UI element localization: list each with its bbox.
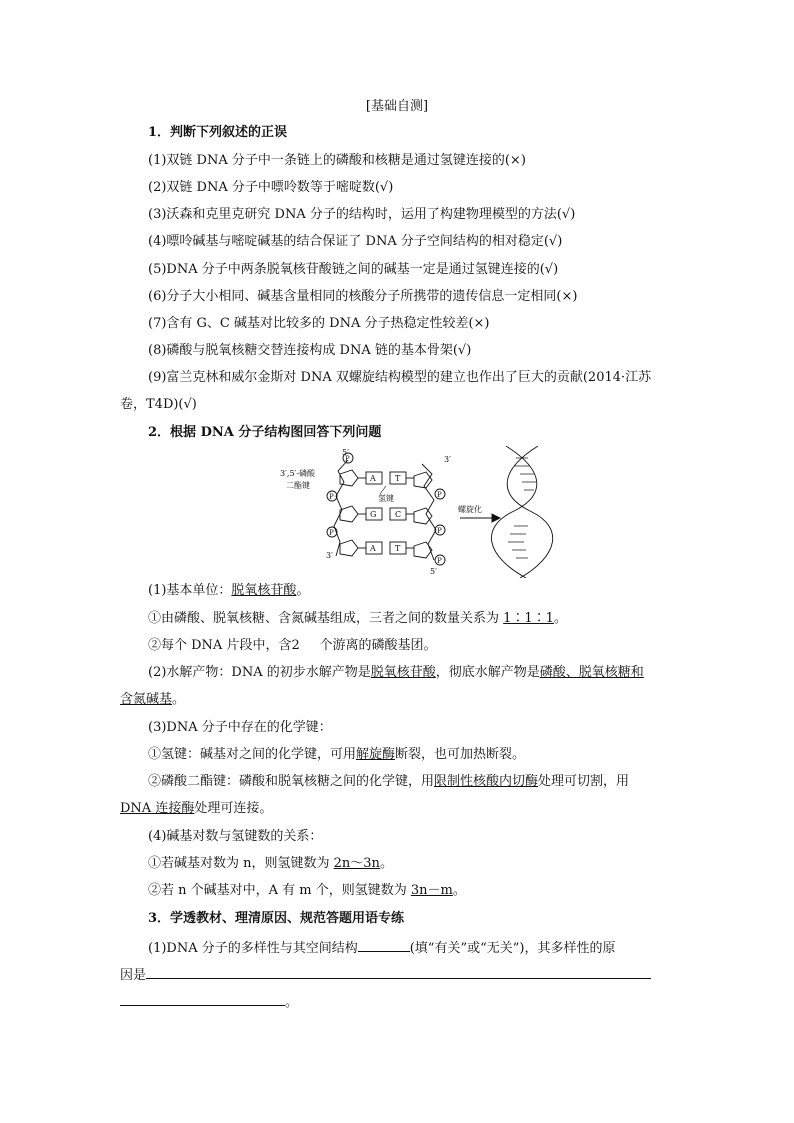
figure-label-5prime-top: 5′ bbox=[342, 448, 349, 457]
q1-item-5: (5)DNA 分子中两条脱氧核苷酸链之间的碱基一定是通过氢键连接的(√) bbox=[148, 262, 559, 277]
q1-item-7: (7)含有 G、C 碱基对比较多的 DNA 分子热稳定性较差(×) bbox=[148, 316, 490, 331]
q2-p3b-line-2 bbox=[120, 800, 272, 818]
q3-blank-3[interactable] bbox=[120, 991, 285, 1006]
q2-p4a-answer: 2n～3n bbox=[333, 856, 380, 871]
q1-item-9-line-1: (9)富兰克林和威尔金斯对 DNA 双螺旋结构模型的建立也作出了巨大的贡献(2014·江苏 bbox=[148, 370, 652, 385]
q3-line-3 bbox=[120, 991, 298, 1012]
q2-p1b bbox=[148, 637, 436, 655]
figure-label-phosphodiester-1: 3′,5′-磷酸 bbox=[280, 469, 316, 478]
dna-structure-figure bbox=[276, 446, 566, 578]
q2-p1b-prefix: ②每个 DNA 片段中，含 bbox=[148, 638, 292, 653]
figure-label-hbond: 氢键 bbox=[378, 494, 394, 503]
q1-item-6: (6)分子大小相同、碱基含量相同的核酸分子所携带的遗传信息一定相同(×) bbox=[148, 289, 578, 304]
q3-line-2 bbox=[120, 964, 651, 985]
q2-heading: 2．根据 DNA 分子结构图回答下列问题 bbox=[148, 425, 382, 440]
q2-p1 bbox=[148, 582, 309, 600]
phosphate-6: P bbox=[437, 557, 442, 565]
q2-p2-line-2 bbox=[120, 691, 185, 709]
q3-line-1-suffix: (填“有关”或“无关”)，其多样性的原 bbox=[409, 941, 616, 956]
q3-blank-1[interactable] bbox=[358, 937, 410, 952]
base-left-2: G bbox=[370, 510, 377, 519]
base-left-1: A bbox=[370, 474, 376, 483]
q2-p1a-prefix: ①由磷酸、脱氧核糖、含氮碱基组成，三者之间的数量关系为 bbox=[148, 611, 504, 626]
q2-p3a-answer: 解旋酶 bbox=[356, 747, 396, 762]
q1-item-4: (4)嘌呤碱基与嘧啶碱基的结合保证了 DNA 分子空间结构的相对稳定(√) bbox=[148, 234, 563, 249]
q1-item-9-line-2: 卷，T4D)(√) bbox=[120, 397, 197, 412]
q2-p3b-answer-1: 限制性核酸内切酶 bbox=[434, 774, 539, 789]
q2-p2-answer-2a: 磷酸、脱氧核糖和 bbox=[539, 665, 644, 680]
phosphate-4: P bbox=[437, 491, 442, 499]
phosphate-5: P bbox=[437, 527, 442, 535]
section-title: [基础自测] bbox=[365, 99, 429, 114]
base-right-1: T bbox=[395, 474, 401, 483]
q2-p1b-answer: 2 bbox=[291, 638, 300, 653]
figure-label-5prime-bottom: 5′ bbox=[430, 567, 437, 576]
q2-p2-suffix: 。 bbox=[172, 692, 186, 707]
q2-p3a bbox=[148, 746, 525, 764]
q2-p3b-prefix: ②磷酸二酯键：磷酸和脱氧核糖之间的化学键，用 bbox=[148, 774, 435, 789]
q2-p4b-suffix: 。 bbox=[452, 883, 466, 898]
base-left-3: A bbox=[370, 544, 376, 553]
q2-p1-answer: 脱氧核苷酸 bbox=[231, 583, 297, 598]
q2-p3b-line-1 bbox=[148, 773, 629, 791]
q2-p2-line-1 bbox=[148, 664, 644, 682]
base-right-2: C bbox=[395, 510, 402, 519]
phosphate-1: P bbox=[345, 455, 350, 463]
q3-line-2-prefix: 因是 bbox=[120, 968, 147, 983]
q2-p3: (3)DNA 分子中存在的化学键： bbox=[148, 720, 332, 735]
q2-p3b-answer-2: DNA 连接酶 bbox=[120, 801, 195, 816]
figure-label-helix: 螺旋化 bbox=[458, 505, 482, 514]
q3-line-1 bbox=[148, 937, 615, 958]
q2-p3a-prefix: ①氢键：碱基对之间的化学键，可用 bbox=[148, 747, 357, 762]
q3-line-3-suffix: 。 bbox=[285, 995, 299, 1010]
q3-line-1-prefix: (1)DNA 分子的多样性与其空间结构 bbox=[148, 941, 358, 956]
q2-p1a-suffix: 。 bbox=[553, 611, 567, 626]
q3-blank-2[interactable] bbox=[146, 964, 651, 979]
base-right-3: T bbox=[395, 544, 401, 553]
q2-p1-suffix: 。 bbox=[296, 583, 310, 598]
q2-p4a-suffix: 。 bbox=[379, 856, 393, 871]
q2-p3b-suffix: 处理可连接。 bbox=[194, 801, 273, 816]
q3-heading: 3．学透教材、理清原因、规范答题用语专练 bbox=[148, 911, 405, 926]
q1-item-3: (3)沃森和克里克研究 DNA 分子的结构时，运用了构建物理模型的方法(√) bbox=[148, 207, 576, 222]
q2-p1a-answer: 1∶1∶1 bbox=[503, 611, 554, 626]
q2-p4b-prefix: ②若 n 个碱基对中，A 有 m 个，则氢键数为 bbox=[148, 883, 411, 898]
q1-item-2: (2)双链 DNA 分子中嘌呤数等于嘧啶数(√) bbox=[148, 180, 394, 195]
q1-heading: 1．判断下列叙述的正误 bbox=[148, 125, 288, 140]
q2-p1b-suffix: 个游离的磷酸基团。 bbox=[319, 638, 437, 653]
phosphate-3: P bbox=[329, 529, 334, 537]
q1-item-1: (1)双链 DNA 分子中一条链上的磷酸和核糖是通过氢键连接的(×) bbox=[148, 153, 526, 168]
phosphate-2: P bbox=[329, 493, 334, 501]
q2-p1-prefix: (1)基本单位： bbox=[148, 583, 232, 598]
q2-p2-mid: ，彻底水解产物是 bbox=[435, 665, 540, 680]
q2-p4b bbox=[148, 882, 466, 900]
q2-p4a-prefix: ①若碱基对数为 n，则氢键数为 bbox=[148, 856, 334, 871]
q2-p2-prefix: (2)水解产物：DNA 的初步水解产物是 bbox=[148, 665, 371, 680]
q2-p2-answer-2b: 含氮碱基 bbox=[120, 692, 173, 707]
figure-label-3prime-bottom: 3′ bbox=[326, 551, 333, 560]
figure-label-3prime-top: 3′ bbox=[444, 455, 451, 464]
q2-p4a bbox=[148, 855, 393, 873]
figure-label-phosphodiester-2: 二酯键 bbox=[286, 481, 310, 490]
q1-item-8: (8)磷酸与脱氧核糖交替连接构成 DNA 链的基本骨架(√) bbox=[148, 343, 472, 358]
q2-p3a-suffix: 断裂，也可加热断裂。 bbox=[395, 747, 526, 762]
q2-p2-answer-1: 脱氧核苷酸 bbox=[370, 665, 436, 680]
q2-p4b-answer: 3n－m bbox=[410, 883, 453, 898]
q2-p3b-mid: 处理可切割，用 bbox=[538, 774, 630, 789]
q2-p1a bbox=[148, 610, 567, 628]
q2-p4: (4)碱基对数与氢键数的关系： bbox=[148, 829, 323, 844]
